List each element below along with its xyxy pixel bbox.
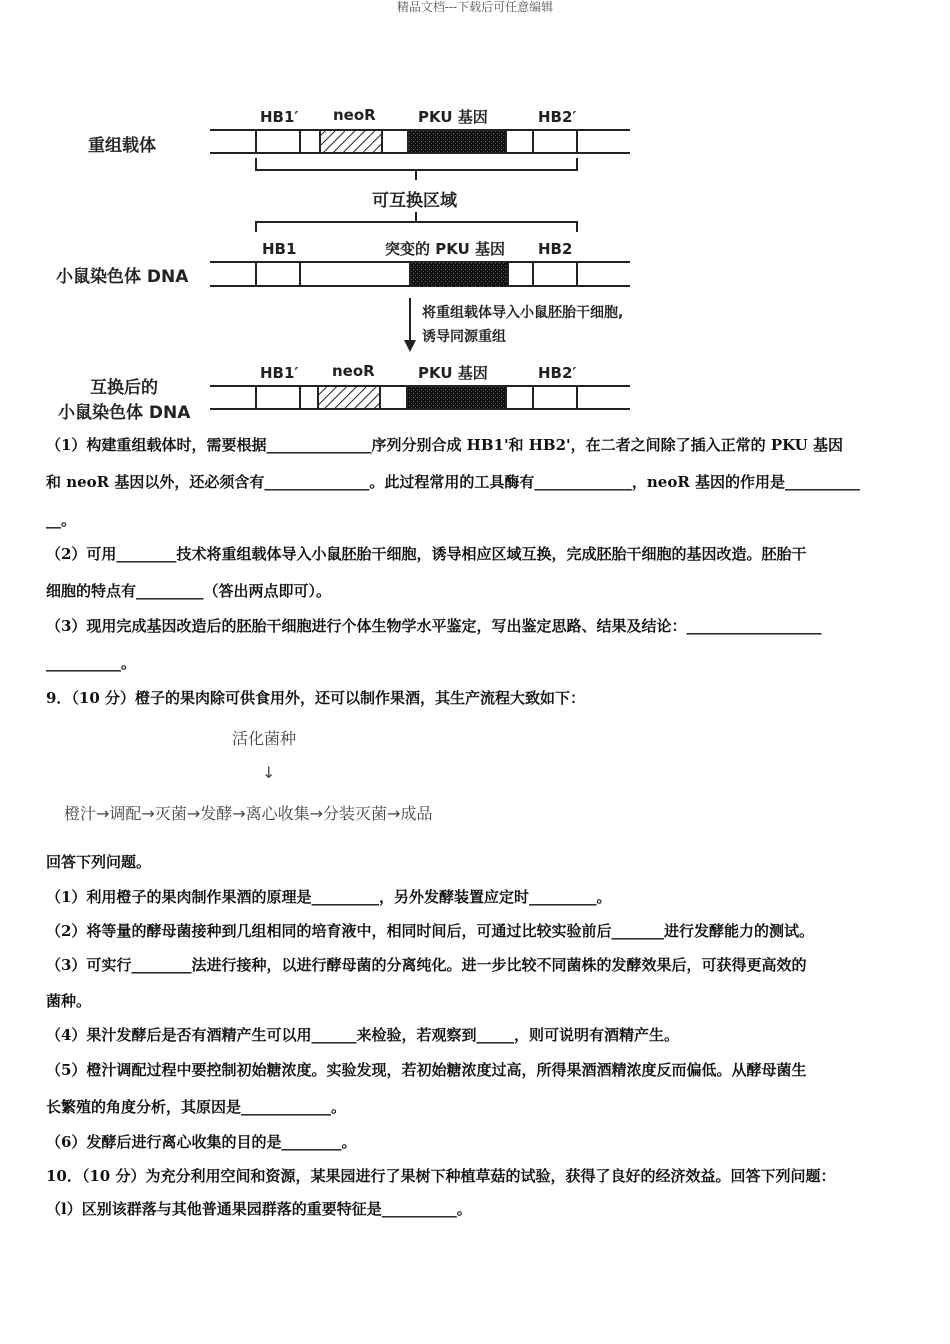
q9-s4: （4）果汁发酵后是否有酒精产生可以用______来检验，若观察到_____，则可说明有酒精产生。 [46, 1026, 679, 1044]
row2-hb2-label: HB2 [538, 240, 573, 258]
row1-neo-label: neoR [333, 106, 376, 124]
flow-main-line: 橙汁→调配→灭菌→发酵→离心收集→分装灭菌→成品 [64, 804, 433, 823]
row2-pku-label: 突变的 PKU 基因 [385, 240, 505, 258]
row1-hb2-box [533, 130, 577, 153]
arrow-caption-2: 诱导同源重组 [422, 329, 506, 345]
row3-neo-label: neoR [332, 362, 375, 380]
q8-part1-line1: （1）构建重组载体时，需要根据______________序列分别合成 HB1'和 HB2'，在二者之间除了插入正常的 PKU 基因 [46, 436, 843, 454]
exchange-bracket-bottom [256, 222, 577, 232]
q9-title: 9．（10 分）橙子的果肉除可供食用外，还可以制作果酒，其生产流程大致如下： [46, 689, 586, 707]
row3-label-2: 小鼠染色体 DNA [58, 403, 191, 423]
q8-part2-line2: 细胞的特点有_________（答出两点即可）。 [46, 582, 332, 600]
q9-s3-line2: 菌种。 [46, 992, 92, 1010]
q9-s5-line1: （5）橙汁调配过程中要控制初始糖浓度。实验发现，若初始糖浓度过高，所得果酒酒精浓度反而偏低。从酵母菌生 [46, 1061, 807, 1079]
row1-vector [210, 130, 630, 153]
q9-intro: 回答下列问题。 [46, 853, 152, 871]
page-header: 精品文档---下载后可任意编辑 [396, 0, 554, 14]
row2-chromosome [210, 262, 630, 286]
row1-pku-label: PKU 基因 [418, 108, 488, 126]
row2-hb1-label: HB1 [262, 240, 297, 258]
exchange-bracket-top [256, 158, 577, 170]
row1-neo-box [320, 130, 382, 153]
q9-s5-line2: 长繁殖的角度分析，其原因是____________。 [46, 1098, 347, 1116]
q8-part3-line2: __________。 [46, 654, 137, 672]
arrow-caption-1: 将重组载体导入小鼠胚胎干细胞, [422, 305, 624, 321]
q8-part2-line1: （2）可用________技术将重组载体导入小鼠胚胎干细胞，诱导相应区域互换，完成胚胎干细胞的基因改造。胚胎干 [46, 545, 807, 563]
flow-down-arrow: ↓ [262, 763, 276, 782]
q9-s3-line1: （3）可实行________法进行接种，以进行酵母菌的分离纯化。进一步比较不同菌株的发酵效果后，可获得更高效的 [46, 956, 807, 974]
row1-label: 重组载体 [88, 136, 156, 156]
flow-top-step: 活化菌种 [232, 729, 297, 748]
q8-part3-line1: （3）现用完成基因改造后的胚胎干细胞进行个体生物学水平鉴定，写出鉴定思路、结果及结论：__________________ [46, 617, 822, 635]
row3-pku-label: PKU 基因 [418, 364, 488, 382]
q10-s1: （l）区别该群落与其他普通果园群落的重要特征是__________。 [46, 1200, 472, 1218]
row1-hb1-label: HB1′ [260, 108, 299, 126]
q9-s1: （1）利用橙子的果肉制作果酒的原理是_________，另外发酵装置应定时_________。 [46, 888, 612, 906]
q9-s6: （6）发酵后进行离心收集的目的是________。 [46, 1133, 357, 1151]
row2-pku-box [410, 262, 508, 286]
row2-label: 小鼠染色体 DNA [56, 267, 189, 287]
row3-chromosome [210, 386, 630, 409]
q10-title: 10．（10 分）为充分利用空间和资源，某果园进行了果树下种植草菇的试验，获得了良好的经济效益。回答下列问题： [46, 1167, 836, 1185]
row1-pku-box [408, 130, 506, 153]
exchange-label: 可互换区域 [372, 191, 457, 211]
row3-label-1: 互换后的 [90, 378, 158, 398]
row1-hb1-box [256, 130, 300, 153]
row2-hb2-box [533, 262, 577, 286]
row3-pku-box [407, 386, 506, 409]
row1-hb2-label: HB2′ [538, 108, 577, 126]
gene-diagram-svg [0, 0, 950, 420]
row3-hb1-box [256, 386, 300, 409]
row3-hb2-label: HB2′ [538, 364, 577, 382]
q8-part1-line3: __。 [46, 511, 77, 529]
row2-hb1-box [256, 262, 300, 286]
row3-hb1-label: HB1′ [260, 364, 299, 382]
q9-s2: （2）将等量的酵母菌接种到几组相同的培育液中，相同时间后，可通过比较实验前后_______进行发酵能力的测试。 [46, 922, 814, 940]
q8-part1-line2: 和 neoR 基因以外，还必须含有______________。此过程常用的工具酶有_____________，neoR 基因的作用是__________ [46, 473, 861, 491]
row3-neo-box [318, 386, 380, 409]
row3-hb2-box [533, 386, 577, 409]
